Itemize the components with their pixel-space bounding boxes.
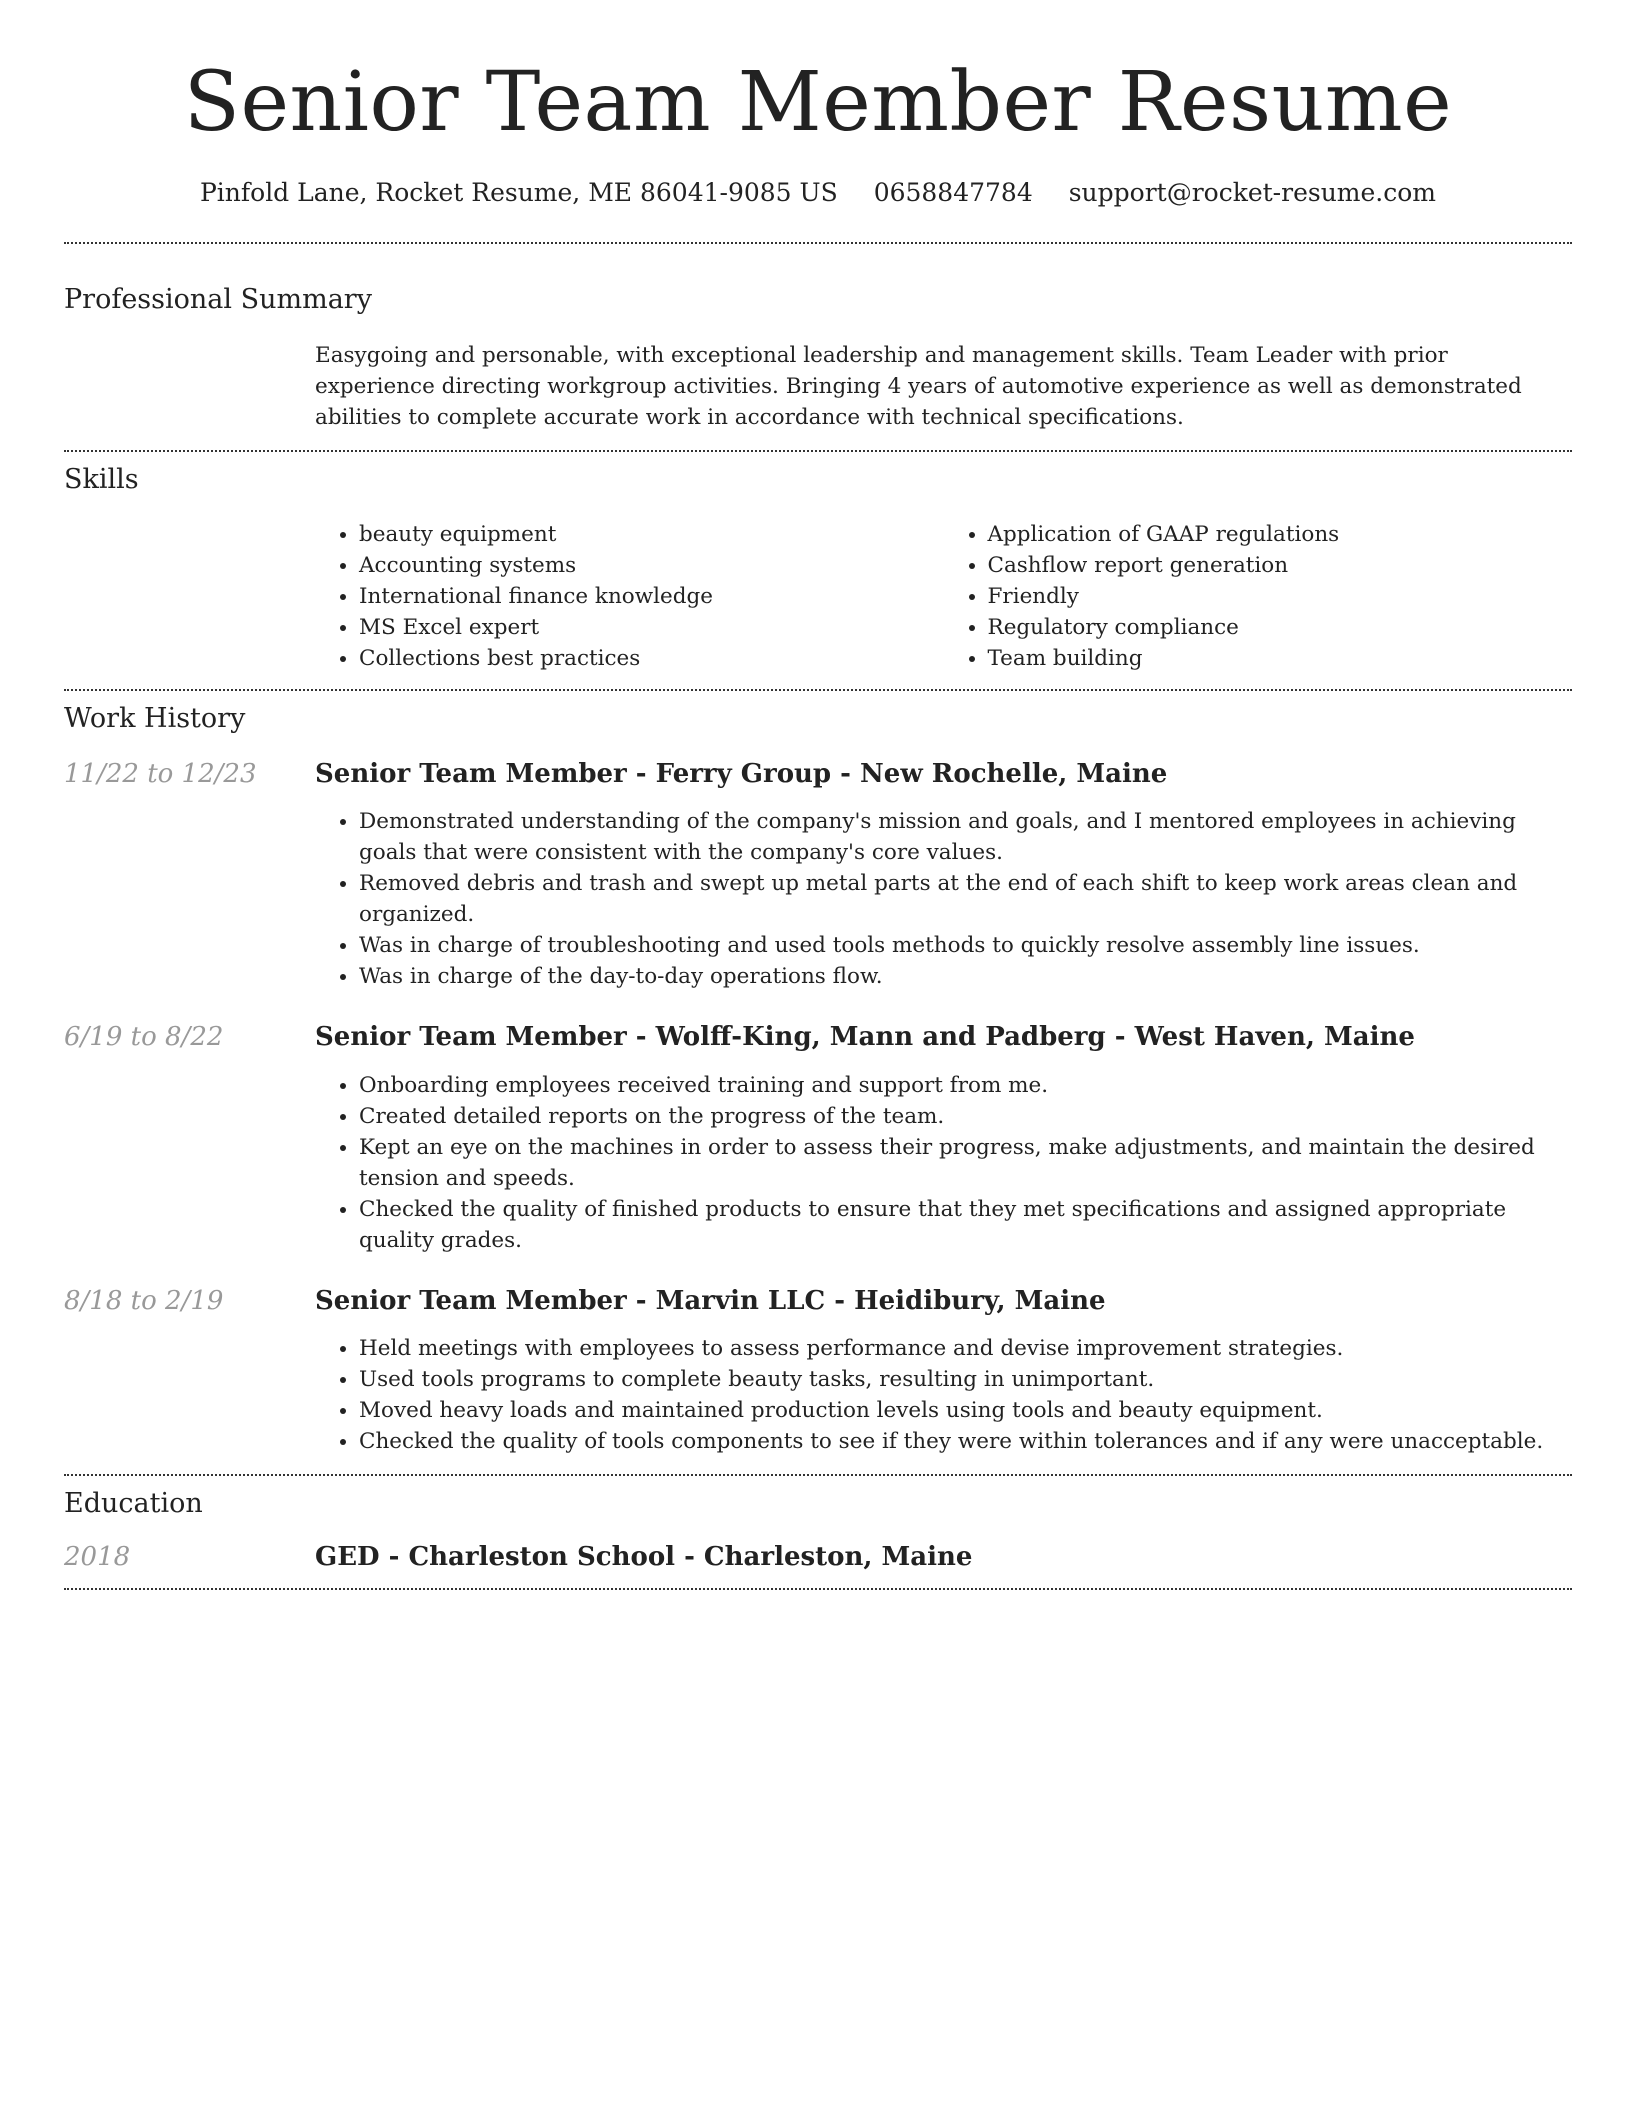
skill-item: • MS Excel expert xyxy=(359,612,944,643)
job-bullet: • Kept an eye on the machines in order to assess their progress, make adjustments, and maintain the desired tension and speeds. xyxy=(359,1132,1572,1194)
job-bullet: • Checked the quality of finished products to ensure that they met specifications and assigned appropriate quality grades. xyxy=(359,1194,1572,1256)
resume-page xyxy=(64,0,1572,1590)
education-year: 2018 xyxy=(64,1542,131,1573)
divider xyxy=(64,1588,1572,1590)
job-dates: 11/22 to 12/23 xyxy=(64,759,257,790)
contact-address: Pinfold Lane, Rocket Resume, ME 86041-9085 US xyxy=(199,178,838,207)
job-bullet-list xyxy=(315,1070,1572,1256)
education-title: GED - Charleston School - Charleston, Maine xyxy=(315,1542,973,1573)
job-bullet: • Onboarding employees received training and support from me. xyxy=(359,1070,1572,1101)
job-bullet: • Held meetings with employees to assess performance and devise improvement strategies. xyxy=(359,1333,1572,1364)
job-entry xyxy=(64,1022,1572,1255)
job-bullet: • Was in charge of the day-to-day operations flow. xyxy=(359,961,1572,992)
job-dates: 6/19 to 8/22 xyxy=(64,1022,224,1053)
skill-item: • Team building xyxy=(988,643,1573,674)
job-bullet: • Demonstrated understanding of the company's mission and goals, and I mentored employees in achieving goals that were consistent with the company's core values. xyxy=(359,806,1572,868)
education-heading: Education xyxy=(64,1487,203,1519)
job-title: Senior Team Member - Wolff-King, Mann and Padberg - West Haven, Maine xyxy=(315,1022,1415,1053)
resume-title: Senior Team Member Resume xyxy=(183,55,1453,150)
skill-item: • Accounting systems xyxy=(359,550,944,581)
skills-list-right xyxy=(944,519,1573,674)
summary-text: Easygoing and personable, with exceptional leadership and management skills. Team Leader with prior experience directing workgroup activities. Bringing 4 years of automotive experience as well as demonstrated abilities to complete accurate work in accordance with technical specifications. xyxy=(315,343,1522,431)
skill-item: • International finance knowledge xyxy=(359,581,944,612)
work-section xyxy=(64,691,1572,1474)
skill-item: • beauty equipment xyxy=(359,519,944,550)
skill-item: • Application of GAAP regulations xyxy=(988,519,1573,550)
job-bullet: • Created detailed reports on the progress of the team. xyxy=(359,1101,1572,1132)
work-heading: Work History xyxy=(64,702,246,734)
skills-section xyxy=(64,452,1572,688)
job-entry xyxy=(64,1286,1572,1457)
contact-phone: 0658847784 xyxy=(873,178,1033,207)
job-bullet-list xyxy=(315,1333,1572,1457)
skill-item: • Cashflow report generation xyxy=(988,550,1573,581)
job-bullet: • Was in charge of troubleshooting and used tools methods to quickly resolve assembly line issues. xyxy=(359,930,1572,961)
contact-line xyxy=(64,178,1572,208)
contact-email: support@rocket-resume.com xyxy=(1068,178,1437,207)
job-bullet: • Used tools programs to complete beauty tasks, resulting in unimportant. xyxy=(359,1364,1572,1395)
summary-section xyxy=(64,244,1572,450)
education-entry xyxy=(64,1542,1572,1573)
education-section xyxy=(64,1476,1572,1589)
job-bullet: • Moved heavy loads and maintained production levels using tools and beauty equipment. xyxy=(359,1395,1572,1426)
summary-heading: Professional Summary xyxy=(64,284,372,315)
job-bullet: • Checked the quality of tools components to see if they were within tolerances and if any were unacceptable. xyxy=(359,1426,1572,1457)
job-bullet-list xyxy=(315,806,1572,992)
job-title: Senior Team Member - Marvin LLC - Heidibury, Maine xyxy=(315,1285,1106,1316)
skill-item: • Friendly xyxy=(988,581,1573,612)
job-bullet: • Removed debris and trash and swept up metal parts at the end of each shift to keep work areas clean and organized. xyxy=(359,868,1572,930)
skills-heading: Skills xyxy=(64,464,139,496)
skill-item: • Collections best practices xyxy=(359,643,944,674)
job-dates: 8/18 to 2/19 xyxy=(64,1285,224,1316)
job-title: Senior Team Member - Ferry Group - New Rochelle, Maine xyxy=(315,759,1168,790)
skill-item: • Regulatory compliance xyxy=(988,612,1573,643)
job-entry xyxy=(64,759,1572,992)
skills-list-left xyxy=(315,519,944,674)
